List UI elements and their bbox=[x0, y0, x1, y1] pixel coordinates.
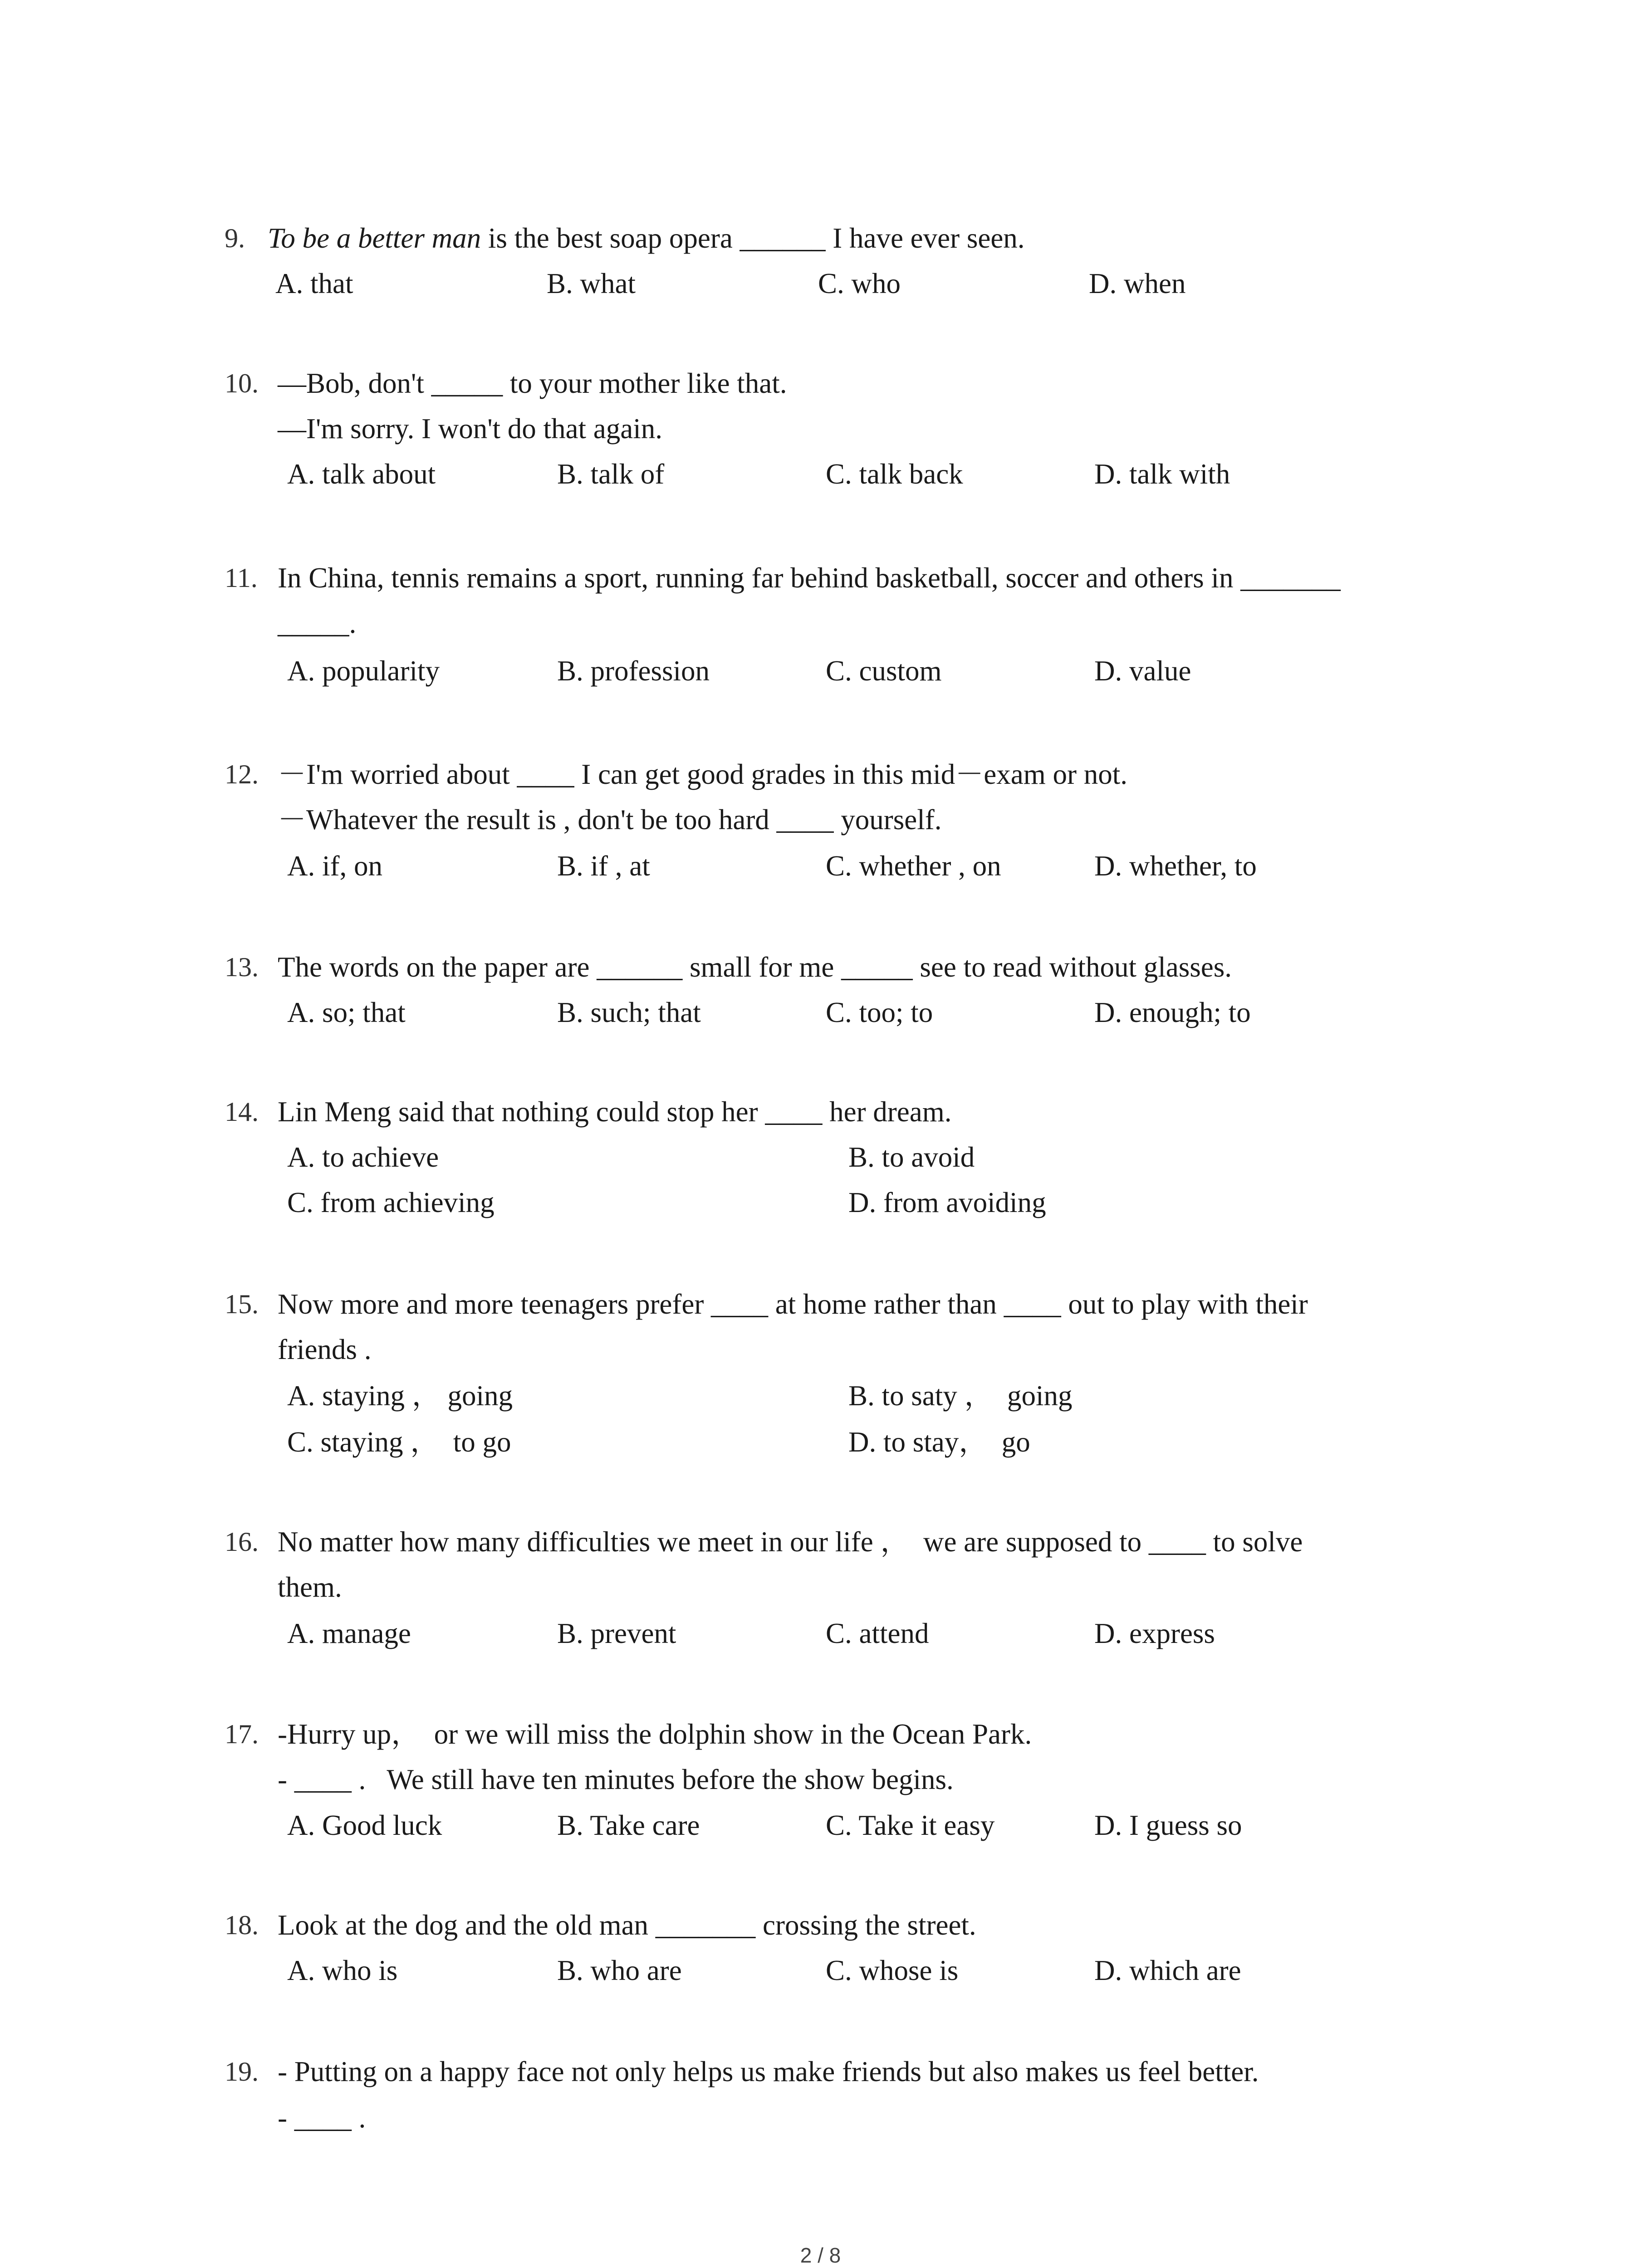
option-a: A. so; that bbox=[287, 997, 406, 1028]
option-a: A. popularity bbox=[287, 655, 440, 687]
option-a: A. if, on bbox=[287, 850, 382, 882]
page-number: 2 / 8 bbox=[800, 2244, 841, 2267]
question-number: 15. bbox=[225, 1289, 259, 1319]
option-c: C. Take it easy bbox=[826, 1809, 995, 1841]
question-number: 17. bbox=[225, 1719, 259, 1749]
question-stem-line-1: No matter how many difficulties we meet in our life ， we are supposed to ____ to solve bbox=[278, 1526, 1303, 1558]
option-c: C. from achieving bbox=[287, 1187, 495, 1218]
question-number: 16. bbox=[225, 1527, 259, 1557]
option-c: C. talk back bbox=[826, 458, 963, 490]
option-a: A. talk about bbox=[287, 458, 436, 490]
option-b: B. what bbox=[547, 268, 636, 299]
option-d: D. value bbox=[1094, 655, 1191, 687]
question-number: 11. bbox=[225, 563, 258, 593]
option-a: A. manage bbox=[287, 1618, 411, 1649]
option-a: A. Good luck bbox=[287, 1809, 442, 1841]
option-b: B. to avoid bbox=[848, 1141, 975, 1173]
question-number: 18. bbox=[225, 1910, 259, 1940]
question-stem: Lin Meng said that nothing could stop her ____ her dream. bbox=[278, 1096, 952, 1128]
question-number: 13. bbox=[225, 952, 259, 982]
question-number: 9. bbox=[225, 223, 245, 253]
option-d: D. to stay， go bbox=[848, 1426, 1030, 1458]
option-b: B. who are bbox=[557, 1955, 682, 1986]
stem-rest: is the best soap opera ______ I have ever seen. bbox=[481, 222, 1025, 254]
question-stem-line-1: - Putting on a happy face not only helps us make friends but also makes us feel better. bbox=[278, 2056, 1259, 2087]
question-stem-line-1: —Bob, don't _____ to your mother like that. bbox=[278, 367, 787, 399]
italic-title: To be a better man bbox=[268, 222, 481, 254]
option-c: C. too; to bbox=[826, 997, 933, 1028]
question-stem-line-2: - ____ . We still have ten minutes before the show begins. bbox=[278, 1764, 954, 1795]
option-d: D. from avoiding bbox=[848, 1187, 1046, 1218]
option-b: B. talk of bbox=[557, 458, 665, 490]
option-b: B. if , at bbox=[557, 850, 650, 882]
question-stem-line-2: －Whatever the result is , don't be too hard ____ yourself. bbox=[278, 804, 942, 836]
option-b: B. Take care bbox=[557, 1809, 700, 1841]
option-a: A. to achieve bbox=[287, 1141, 439, 1173]
option-c: C. attend bbox=[826, 1618, 929, 1649]
option-c: C. whose is bbox=[826, 1955, 959, 1986]
question-stem-line-1: -Hurry up， or we will miss the dolphin show in the Ocean Park. bbox=[278, 1718, 1032, 1750]
option-c: C. custom bbox=[826, 655, 942, 687]
option-d: D. talk with bbox=[1094, 458, 1230, 490]
question-stem-line-1: Now more and more teenagers prefer ____ at home rather than ____ out to play with their bbox=[278, 1288, 1308, 1320]
question-stem: Look at the dog and the old man _______ crossing the street. bbox=[278, 1909, 976, 1941]
question-number: 14. bbox=[225, 1097, 259, 1127]
question-stem bbox=[268, 220, 1025, 256]
option-b: B. profession bbox=[557, 655, 710, 687]
option-a: A. staying ， going bbox=[287, 1380, 513, 1412]
question-stem-line-2: them. bbox=[278, 1571, 342, 1603]
option-b: B. such; that bbox=[557, 997, 701, 1028]
option-d: D. express bbox=[1094, 1618, 1215, 1649]
option-d: D. whether, to bbox=[1094, 850, 1257, 882]
option-b: B. prevent bbox=[557, 1618, 676, 1649]
question-number: 19. bbox=[225, 2057, 259, 2087]
question-stem-line-2: friends . bbox=[278, 1334, 372, 1365]
option-c: C. staying ， to go bbox=[287, 1426, 511, 1458]
option-c: C. who bbox=[818, 268, 901, 299]
option-c: C. whether , on bbox=[826, 850, 1001, 882]
question-stem-line-2: - ____ . bbox=[278, 2102, 366, 2134]
question-stem: The words on the paper are ______ small for me _____ see to read without glasses. bbox=[278, 951, 1232, 983]
option-b: B. to saty ， going bbox=[848, 1380, 1073, 1412]
option-d: D. I guess so bbox=[1094, 1809, 1242, 1841]
option-a: A. who is bbox=[287, 1955, 398, 1986]
question-stem-line-1: In China, tennis remains a sport, running far behind basketball, soccer and others in _______ bbox=[278, 562, 1341, 594]
question-stem-line-2: _____. bbox=[278, 607, 357, 639]
question-number: 12. bbox=[225, 759, 259, 789]
question-stem-line-1: －I'm worried about ____ I can get good grades in this mid－exam or not. bbox=[278, 758, 1127, 790]
question-number: 10. bbox=[225, 368, 259, 398]
option-a: A. that bbox=[275, 268, 353, 299]
option-d: D. when bbox=[1089, 268, 1186, 299]
question-stem-line-2: —I'm sorry. I won't do that again. bbox=[278, 413, 662, 445]
option-d: D. which are bbox=[1094, 1955, 1241, 1986]
option-d: D. enough; to bbox=[1094, 997, 1251, 1028]
